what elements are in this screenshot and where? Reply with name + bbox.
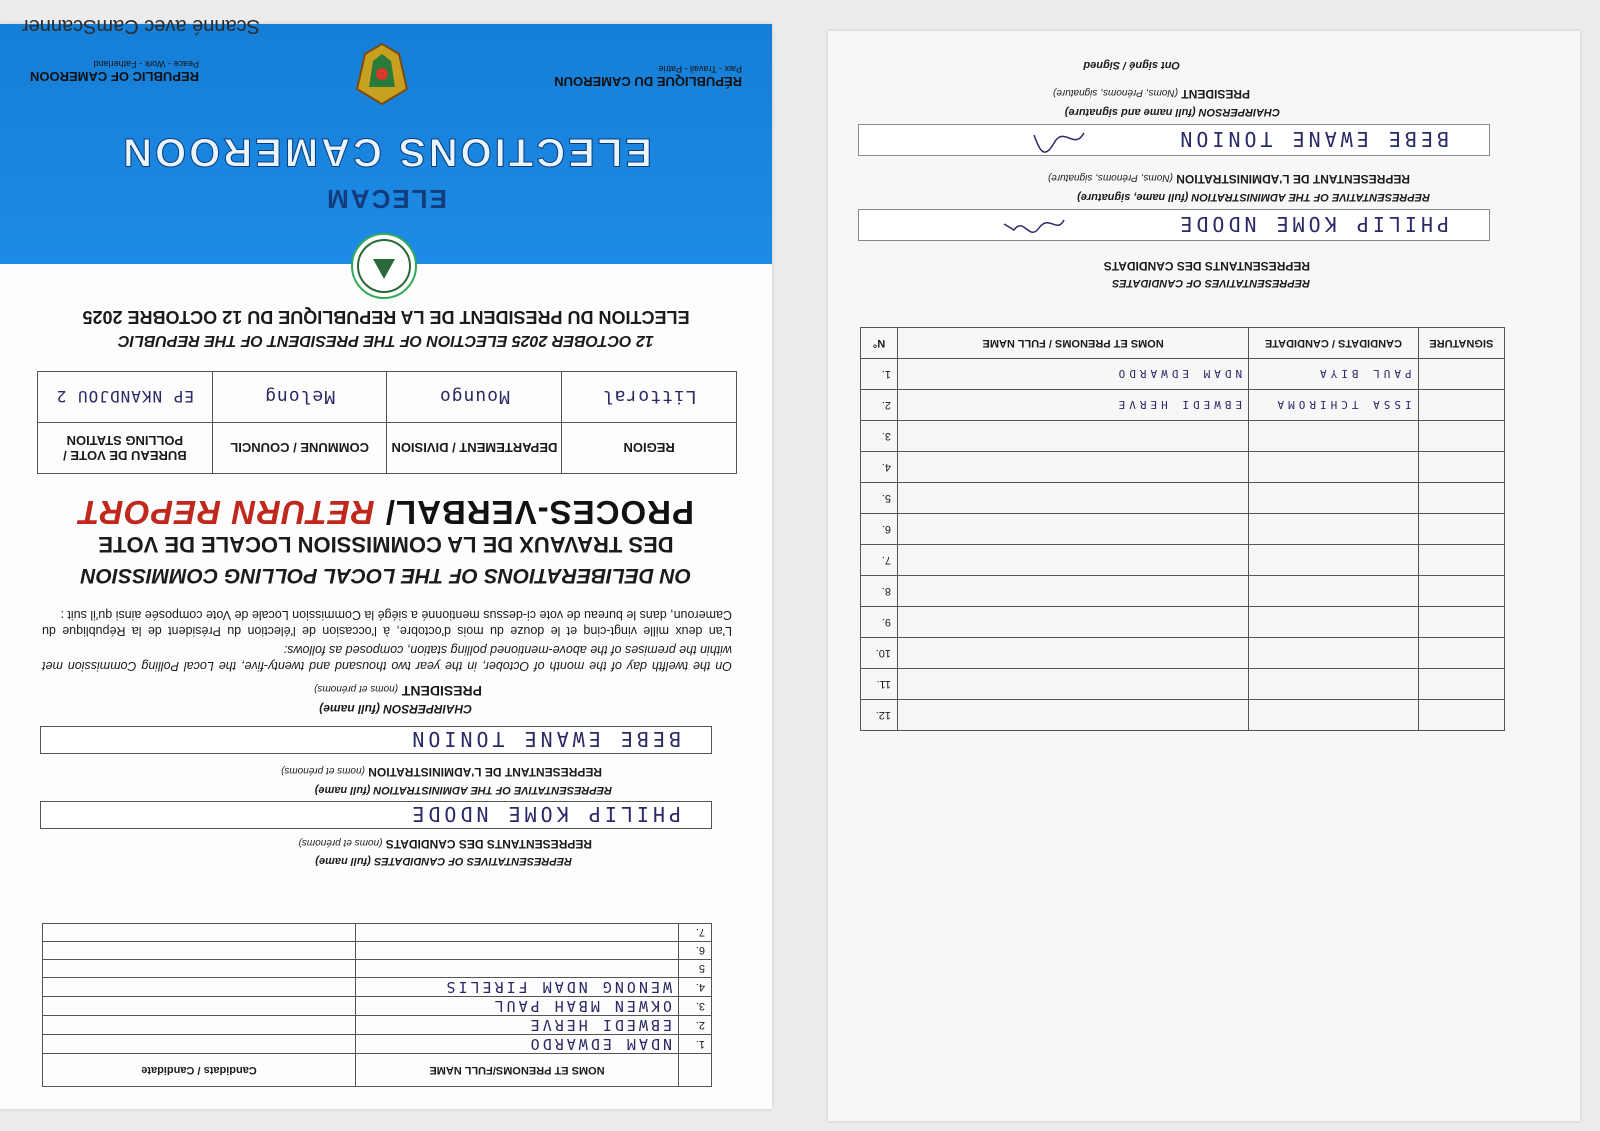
cand-reps-row (43, 1035, 712, 1054)
sig-row-signature (1418, 638, 1504, 669)
sig-row-name (898, 638, 1249, 669)
sig-row-candidate: PAUL BIYA (1249, 359, 1419, 390)
elecam-seal-icon (351, 233, 417, 299)
sig-table-row (861, 700, 1505, 731)
org-acronym: ELECAM (325, 184, 447, 214)
cand-row-number: 2. (679, 1016, 712, 1035)
sig-row-signature (1418, 421, 1504, 452)
sig-header-n: N° (861, 328, 898, 359)
sig-row-signature (1418, 669, 1504, 700)
sig-row-name (898, 452, 1249, 483)
admin-value: PHILIP KOME NDODE (408, 802, 681, 826)
sig-row-candidate (1249, 421, 1419, 452)
header-council: COMMUNE / COUNCIL (212, 423, 387, 474)
president-value: BEBE EWANE TONION (408, 727, 681, 751)
sig-row-signature (1418, 483, 1504, 514)
sig-row-candidate (1249, 545, 1419, 576)
sig-header-signature: SIGNATURE (1418, 328, 1504, 359)
sig-president-box (858, 124, 1490, 156)
signed-label: Ont signé / Signed (1083, 59, 1180, 71)
report-subtitle-fr: DES TRAVAUX DE LA COMMISSION LOCALE DE VOTE (98, 532, 674, 557)
cand-reps-row (43, 924, 712, 942)
cand-reps-label-en: REPRESENTATIVES OF CANDIDATES (full name) (315, 855, 572, 867)
sig-row-signature (1418, 390, 1504, 421)
sig-row-name (898, 545, 1249, 576)
sig-row-candidate (1249, 669, 1419, 700)
header-division: DEPARTEMENT / DIVISION (387, 423, 562, 474)
value-region: Littoral (562, 372, 737, 423)
sig-row-number: 3. (861, 421, 898, 452)
cand-reps-header-n (679, 1054, 712, 1087)
sig-candidates-body (861, 328, 1505, 731)
cand-row-candidate (43, 978, 356, 997)
sig-header-candidate: CANDIDATS / CANDIDATE (1249, 328, 1419, 359)
sig-row-signature (1418, 514, 1504, 545)
sig-table-row (861, 452, 1505, 483)
cand-row-candidate (43, 997, 356, 1016)
org-name: ELECTIONS CAMEROON (120, 130, 652, 174)
cand-reps-row (43, 978, 712, 997)
cand-reps-header-candidate: Candidats / Candidate (43, 1054, 356, 1087)
header-polling-station: BUREAU DE VOTE / POLLING STATION (38, 423, 213, 474)
sig-cand-reps-label: REPRESENTANTS DES CANDIDATS (1103, 259, 1310, 273)
coat-of-arms-icon (347, 39, 417, 109)
sig-row-signature (1418, 576, 1504, 607)
sig-row-number: 7. (861, 545, 898, 576)
sig-row-number: 10. (861, 638, 898, 669)
president-signature (1029, 127, 1089, 153)
sig-table-row (861, 514, 1505, 545)
election-title-fr: ELECTION DU PRESIDENT DE LA REPUBLIQUE DU 12 OCTOBRE 2025 (82, 307, 690, 327)
sig-row-signature (1418, 545, 1504, 576)
cand-row-name: WENONG NDAM FIRELIS (356, 978, 679, 997)
sig-table-row (861, 545, 1505, 576)
cand-row-number: 7. (679, 924, 712, 942)
report-page (0, 24, 772, 1109)
sig-row-signature (1418, 359, 1504, 390)
cand-row-name: OKWEN MBAH PAUL (356, 997, 679, 1016)
cand-row-number: 3. (679, 997, 712, 1016)
sig-row-number: 11. (861, 669, 898, 700)
republic-en: REPUBLIC OF CAMEROON Peace - Work - Fatherland (30, 59, 199, 84)
sig-admin-box (858, 209, 1490, 241)
sig-row-number: 4. (861, 452, 898, 483)
sig-table-row (861, 607, 1505, 638)
sig-row-candidate: ISSA TCHIROMA (1249, 390, 1419, 421)
admin-signature (999, 212, 1069, 238)
sig-table-row (861, 638, 1505, 669)
sig-row-name (898, 607, 1249, 638)
sig-table-row (861, 576, 1505, 607)
admin-box (40, 801, 712, 829)
cand-reps-row (43, 1016, 712, 1035)
cand-reps-header-name: NOMS ET PRENOMS/FULL NAME (356, 1054, 679, 1087)
sig-president-label: PRESIDENT (Noms, Prénoms, signature) (1052, 87, 1250, 101)
cand-row-name (356, 924, 679, 942)
sig-row-candidate (1249, 514, 1419, 545)
cand-row-name: NDAM EDWARDO (356, 1035, 679, 1054)
cand-row-name (356, 942, 679, 960)
location-table (37, 371, 737, 474)
location-header-row (38, 423, 737, 474)
sig-row-number: 9. (861, 607, 898, 638)
cand-row-number: 5 (679, 960, 712, 978)
sig-row-name (898, 421, 1249, 452)
header-region: REGION (562, 423, 737, 474)
signature-page (828, 31, 1580, 1121)
sig-row-signature (1418, 607, 1504, 638)
sig-table-row (861, 483, 1505, 514)
value-polling-station: EP NKANDJOU 2 (38, 372, 213, 423)
sig-row-candidate (1249, 483, 1419, 514)
sig-row-name (898, 576, 1249, 607)
sig-row-number: 5. (861, 483, 898, 514)
sig-row-name: EBWEDI HERVE (898, 390, 1249, 421)
sig-row-number: 1. (861, 359, 898, 390)
chairperson-label: CHAIRPERSON (full name) (319, 702, 472, 716)
cand-reps-row (43, 997, 712, 1016)
cand-row-number: 4. (679, 978, 712, 997)
cand-reps-row (43, 960, 712, 978)
sig-row-number: 8. (861, 576, 898, 607)
sig-row-name (898, 669, 1249, 700)
sig-row-number: 2. (861, 390, 898, 421)
admin-label: REPRESENTANT DE L'ADMINISTRATION (noms et prénoms) (280, 765, 602, 779)
president-label: PRESIDENT (noms et prénoms) (314, 683, 482, 699)
sig-row-candidate (1249, 576, 1419, 607)
sig-row-name (898, 483, 1249, 514)
sig-row-name (898, 700, 1249, 731)
cand-row-number: 6. (679, 942, 712, 960)
sig-row-signature (1418, 700, 1504, 731)
cand-row-candidate (43, 1016, 356, 1035)
cand-row-name: EBWEDI HERVE (356, 1016, 679, 1035)
location-value-row (38, 372, 737, 423)
sig-table-row (861, 669, 1505, 700)
sig-row-number: 12. (861, 700, 898, 731)
sig-row-name: NDAM EDWARDO (898, 359, 1249, 390)
sig-row-name (898, 514, 1249, 545)
republic-fr: RÉPUBLIQUE DU CAMEROUN Paix - Travail - Patrie (554, 64, 742, 89)
sig-table-row (861, 359, 1505, 390)
value-council: Melong (212, 372, 387, 423)
cand-reps-header (43, 1054, 712, 1087)
sig-admin-label-en: REPRESENTATIVE OF THE ADMINISTRATION (full name, signature) (1077, 191, 1430, 203)
sig-row-candidate (1249, 452, 1419, 483)
scanner-watermark: Scanné avec CamScanner (22, 15, 260, 37)
sig-header-name: NOMS ET PRENOMS / FULL NAME (898, 328, 1249, 359)
sig-table-header (861, 328, 1505, 359)
cand-row-number: 1. (679, 1035, 712, 1054)
sig-row-candidate (1249, 638, 1419, 669)
cand-reps-table (42, 923, 712, 1087)
president-box (40, 726, 712, 754)
cand-reps-body (43, 924, 712, 1054)
cand-reps-row (43, 942, 712, 960)
sig-row-number: 6. (861, 514, 898, 545)
value-division: Moungo (387, 372, 562, 423)
cand-row-candidate (43, 942, 356, 960)
sig-row-candidate (1249, 700, 1419, 731)
sig-chairperson-label: CHAIRPERSON (full name and signature) (1064, 106, 1280, 118)
sig-admin-label: REPRESENTANT DE L'ADMINISTRATION (Noms, Prénoms, signature) (1047, 172, 1410, 186)
cand-row-candidate (43, 924, 356, 942)
intro-paragraph-en: On the twelfth day of the month of October, in the year two thousand and twenty-five, the Local Polling Commission met within the premises of the above-mentioned polling station, composed as follows: (42, 643, 732, 673)
sig-table-row (861, 421, 1505, 452)
sig-candidates-table (860, 327, 1505, 731)
report-subtitle-en: ON DELIBERATIONS OF THE LOCAL POLLING COMMISSION (80, 564, 692, 587)
election-title-en: 12 OCTOBER 2025 ELECTION OF THE PRESIDENT OF THE REPUBLIC (118, 332, 654, 349)
cand-reps-label: REPRESENTANTS DES CANDIDATS (noms et prénoms) (298, 837, 592, 851)
admin-label-en: REPRESENTATIVE OF THE ADMINISTRATION (full name) (314, 784, 612, 796)
cand-row-candidate (43, 1035, 356, 1054)
sig-table-row (861, 390, 1505, 421)
cand-row-candidate (43, 960, 356, 978)
sig-row-signature (1418, 452, 1504, 483)
sig-admin-value: PHILIP KOME NDODE (1176, 212, 1449, 236)
sig-cand-reps-label-en: REPRESENTATIVES OF CANDIDATES (1111, 277, 1310, 289)
report-title: PROCES-VERBAL/ RETURN REPORT (78, 494, 694, 531)
sig-row-candidate (1249, 607, 1419, 638)
cand-row-name (356, 960, 679, 978)
sig-president-value: BEBE EWANE TONION (1176, 127, 1449, 151)
intro-paragraph-fr: L'an deux mille vingt-cinq et le douze du mois d'octobre, à l'occasion de l'élection du Président de la République du Cameroun, dans le bureau de vote ci-dessus mentionné a siégé la Commission Locale de Vote composée ainsi qu'il suit : (42, 608, 732, 638)
